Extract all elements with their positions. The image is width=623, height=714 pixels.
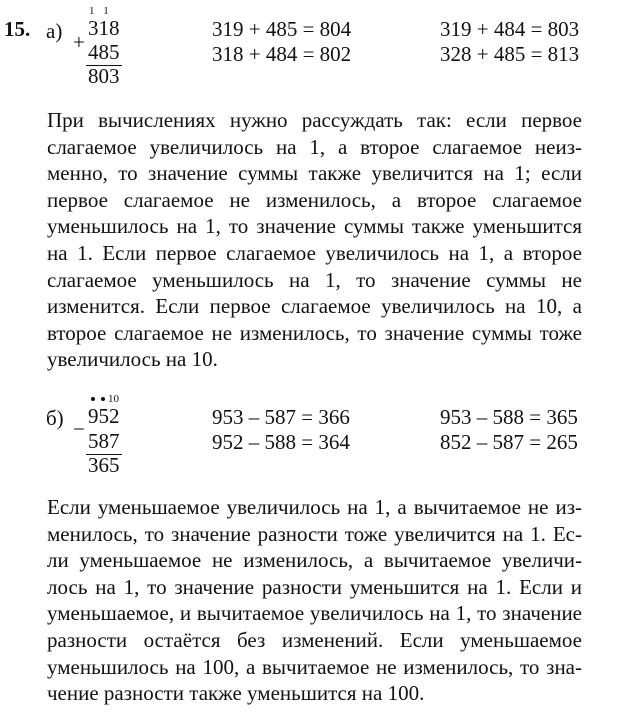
borrow-mark: 10: [108, 393, 119, 405]
column-result: 365: [88, 453, 120, 477]
equation-a2: 318 + 484 = 802: [212, 42, 352, 66]
equation-a4: 328 + 485 = 813: [440, 42, 580, 66]
equation-b2: 952 – 588 = 364: [212, 430, 350, 454]
problem-number: 15.: [4, 17, 31, 41]
column-bottom-number: 485: [88, 40, 120, 64]
equation-a3: 319 + 484 = 803: [440, 17, 580, 41]
equation-b3: 953 – 588 = 365: [440, 405, 578, 429]
part-b-label: б): [46, 406, 64, 430]
part-b-explanation: Если уменьшаемое увеличилось на 1, а вычитаемое не изменилось, то значение разности тоже увеличится на 1. Если уменьшаемое не изменилось, а вычитаемое увеличилось на 1, то значение разности уменьшится на 1. Если и уменьшаемое, и вычитаемое увеличилось на 1, то значение разности остаётся без изменений. Если уменьшаемое уменьшилось на 100, а вычитаемое не изменилось, то значение разности также уменьшится на 100.: [47, 495, 582, 706]
equation-a1: 319 + 485 = 804: [212, 17, 352, 41]
carry-digits: 1 1: [89, 5, 112, 17]
column-top-number: 318: [88, 16, 120, 40]
borrow-dot: [91, 397, 95, 401]
part-a-label: а): [46, 19, 63, 43]
column-bottom-number: 587: [88, 429, 120, 453]
minus-sign: −: [73, 417, 85, 441]
part-a-explanation: При вычислениях нужно рассуждать так: если первое слагаемое увеличилось на 1, а второе слагаемое неизменно, то значение суммы также увеличится на 1; если первое слагаемое не изменилось, а второе слагаемое уменьшилось на 1, то значение суммы также уменьшится на 1. Если первое слагаемое увеличилось на 1, а второе слагаемое уменьшилось на 1, то значение суммы не изменится. Если первое слагаемое увеличилось на 10, а второе слагаемое не изменилось, то значение суммы тоже увеличилось на 10.: [47, 108, 582, 372]
equation-b4: 852 – 587 = 265: [440, 430, 578, 454]
equation-b1: 953 – 587 = 366: [212, 405, 350, 429]
plus-sign: +: [73, 30, 85, 54]
borrow-dot: [101, 397, 105, 401]
column-result: 803: [88, 64, 120, 88]
column-top-number: 952: [88, 404, 120, 428]
